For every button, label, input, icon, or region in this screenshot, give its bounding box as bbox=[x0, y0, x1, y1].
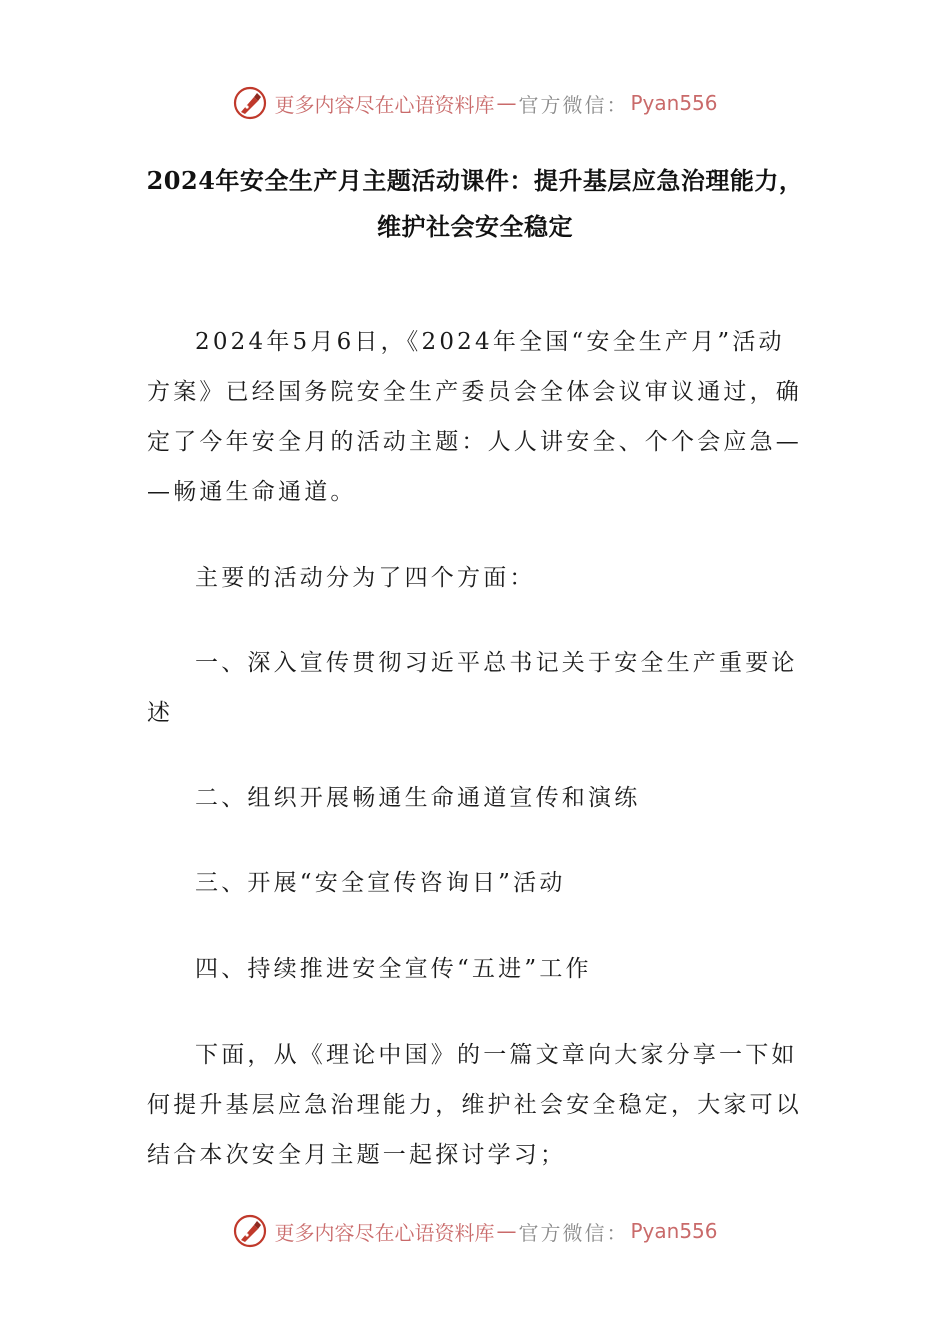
watermark-dash: — bbox=[496, 1219, 517, 1243]
paragraph-line: 何提升基层应急治理能力，维护社会安全稳定，大家可以 bbox=[147, 1092, 802, 1118]
watermark-dash: — bbox=[496, 91, 517, 115]
paragraph-line: 述 bbox=[147, 700, 174, 726]
paragraph-activities-intro bbox=[147, 553, 807, 603]
paragraph-line: 2024年5月6日，《2024年全国“安全生产月”活动 bbox=[195, 329, 785, 355]
paragraph-line: 三、开展“安全宣传咨询日”活动 bbox=[195, 870, 566, 896]
paragraph-item-two bbox=[147, 773, 807, 823]
document-title bbox=[120, 158, 830, 250]
paragraph-line: 二、组织开展畅通生命通道宣传和演练 bbox=[195, 785, 641, 811]
watermark-wechat-id: Pyan556 bbox=[630, 1219, 718, 1243]
paragraph-closing bbox=[147, 1030, 807, 1180]
pen-nib-logo-icon bbox=[232, 1213, 268, 1249]
watermark-official-label: 官方微信： bbox=[518, 1220, 629, 1245]
watermark-wechat-id: Pyan556 bbox=[630, 91, 718, 115]
paragraph-item-four bbox=[147, 944, 807, 994]
paragraph-line: 一、深入宣传贯彻习近平总书记关于安全生产重要论 bbox=[195, 650, 798, 676]
watermark-official-label: 官方微信： bbox=[518, 92, 629, 117]
paragraph-line: 主要的活动分为了四个方面： bbox=[195, 565, 536, 591]
paragraph-item-three bbox=[147, 858, 807, 908]
title-line: 2024年安全生产月主题活动课件：提升基层应急治理能力， bbox=[146, 166, 804, 195]
paragraph-line: —畅通生命通道。 bbox=[147, 479, 357, 505]
header-watermark bbox=[0, 83, 950, 123]
paragraph-item-one bbox=[147, 638, 807, 738]
pen-nib-logo-icon bbox=[232, 85, 268, 121]
footer-watermark bbox=[0, 1211, 950, 1251]
paragraph-line: 结合本次安全月主题一起探讨学习； bbox=[147, 1142, 567, 1168]
paragraph-line: 四、持续推进安全宣传“五进”工作 bbox=[195, 956, 592, 982]
paragraph-intro bbox=[147, 317, 807, 517]
paragraph-line: 方案》已经国务院安全生产委员会全体会议审议通过，确 bbox=[147, 379, 802, 405]
paragraph-line: 下面，从《理论中国》的一篇文章向大家分享一下如 bbox=[195, 1042, 798, 1068]
paragraph-line: 定了今年安全月的活动主题：人人讲安全、个个会应急— bbox=[147, 429, 802, 455]
title-line: 维护社会安全稳定 bbox=[377, 212, 573, 241]
watermark-text: 更多内容尽在心语资料库 bbox=[274, 1220, 495, 1245]
watermark-text: 更多内容尽在心语资料库 bbox=[274, 92, 495, 117]
